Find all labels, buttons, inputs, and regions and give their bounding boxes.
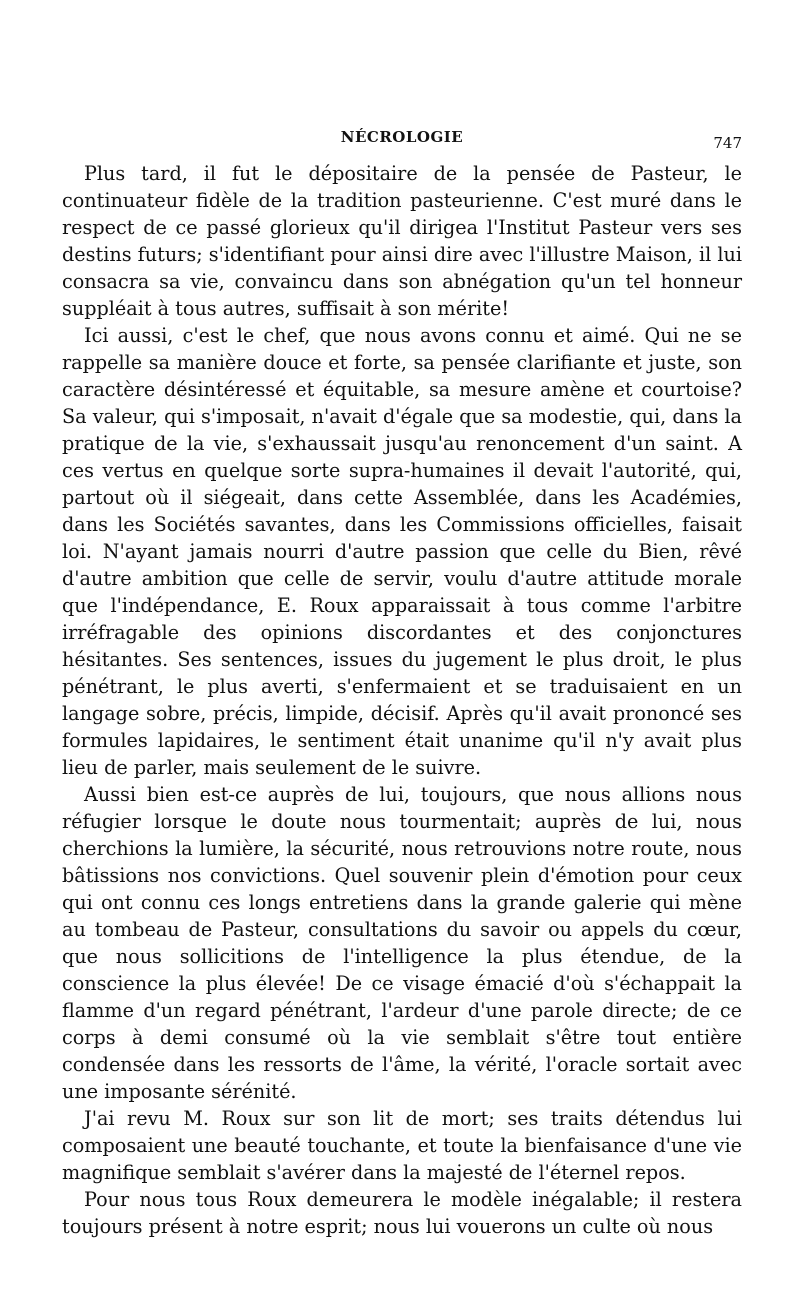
page-number: 747 [713,134,742,152]
paragraph-1: Plus tard, il fut le dépositaire de la pensée de Pasteur, le continuateur fidèle de la tradition pasteurienne. C'est muré dans le respect de ce passé glorieux qu'il dirigea l'Institut Pasteur vers ses destins futurs; s'identifiant pour ainsi dire avec l'illustre Maison, il lui consacra sa vie, convaincu dans son abnégation qu'un tel honneur suppléait à tous autres, suffisait à son mérite! [62,162,742,320]
page-header [62,128,742,154]
paragraph-5: Pour nous tous Roux demeurera le modèle inégalable; il restera toujours présent à notre esprit; nous lui vouerons un culte où nous [62,1188,742,1238]
paragraph-4: J'ai revu M. Roux sur son lit de mort; ses traits détendus lui composaient une beauté touchante, et toute la bienfaisance d'une vie magnifique semblait s'avérer dans la majesté de l'éternel repos. [62,1107,742,1184]
paragraph-3: Aussi bien est-ce auprès de lui, toujours, que nous allions nous réfugier lorsque le doute nous tourmentait; auprès de lui, nous cherchions la lumière, la sécurité, nous retrouvions notre route, nous bâtissions nos convictions. Quel souvenir plein d'émotion pour ceux qui ont connu ces longs entretiens dans la grande galerie qui mène au tombeau de Pasteur, consultations du savoir ou appels du cœur, que nous sollicitions de l'intelligence la plus étendue, de la conscience la plus élevée! De ce visage émacié d'où s'échappait la flamme d'un regard pénétrant, l'ardeur d'une parole directe; de ce corps à demi consumé où la vie semblait s'être tout entière condensée dans les ressorts de l'âme, la vérité, l'oracle sortait avec une imposante sérénité. [62,783,742,1103]
paragraph-2: Ici aussi, c'est le chef, que nous avons connu et aimé. Qui ne se rappelle sa manière douce et forte, sa pensée clarifiante et juste, son caractère désintéressé et équitable, sa mesure amène et courtoise? Sa valeur, qui s'imposait, n'avait d'égale que sa modestie, qui, dans la pratique de la vie, s'exhaussait jusqu'au renoncement d'un saint. A ces vertus en quelque sorte supra-humaines il devait l'autorité, qui, partout où il siégeait, dans cette Assemblée, dans les Académies, dans les Sociétés savantes, dans les Commissions officielles, faisait loi. N'ayant jamais nourri d'autre passion que celle du Bien, rêvé d'autre ambition que celle de servir, voulu d'autre attitude morale que l'indépendance, E. Roux apparaissait à tous comme l'arbitre irréfragable des opinions discordantes et des conjonctures hésitantes. Ses sentences, issues du jugement le plus droit, le plus pénétrant, le plus averti, s'enfermaient et se traduisaient en un langage sobre, précis, limpide, décisif. Après qu'il avait prononcé ses formules lapidaires, le sentiment était unanime qu'il n'y avait plus lieu de parler, mais seulement de le suivre. [62,324,742,779]
running-title: NÉCROLOGIE [340,128,464,146]
page-body [62,160,742,1240]
